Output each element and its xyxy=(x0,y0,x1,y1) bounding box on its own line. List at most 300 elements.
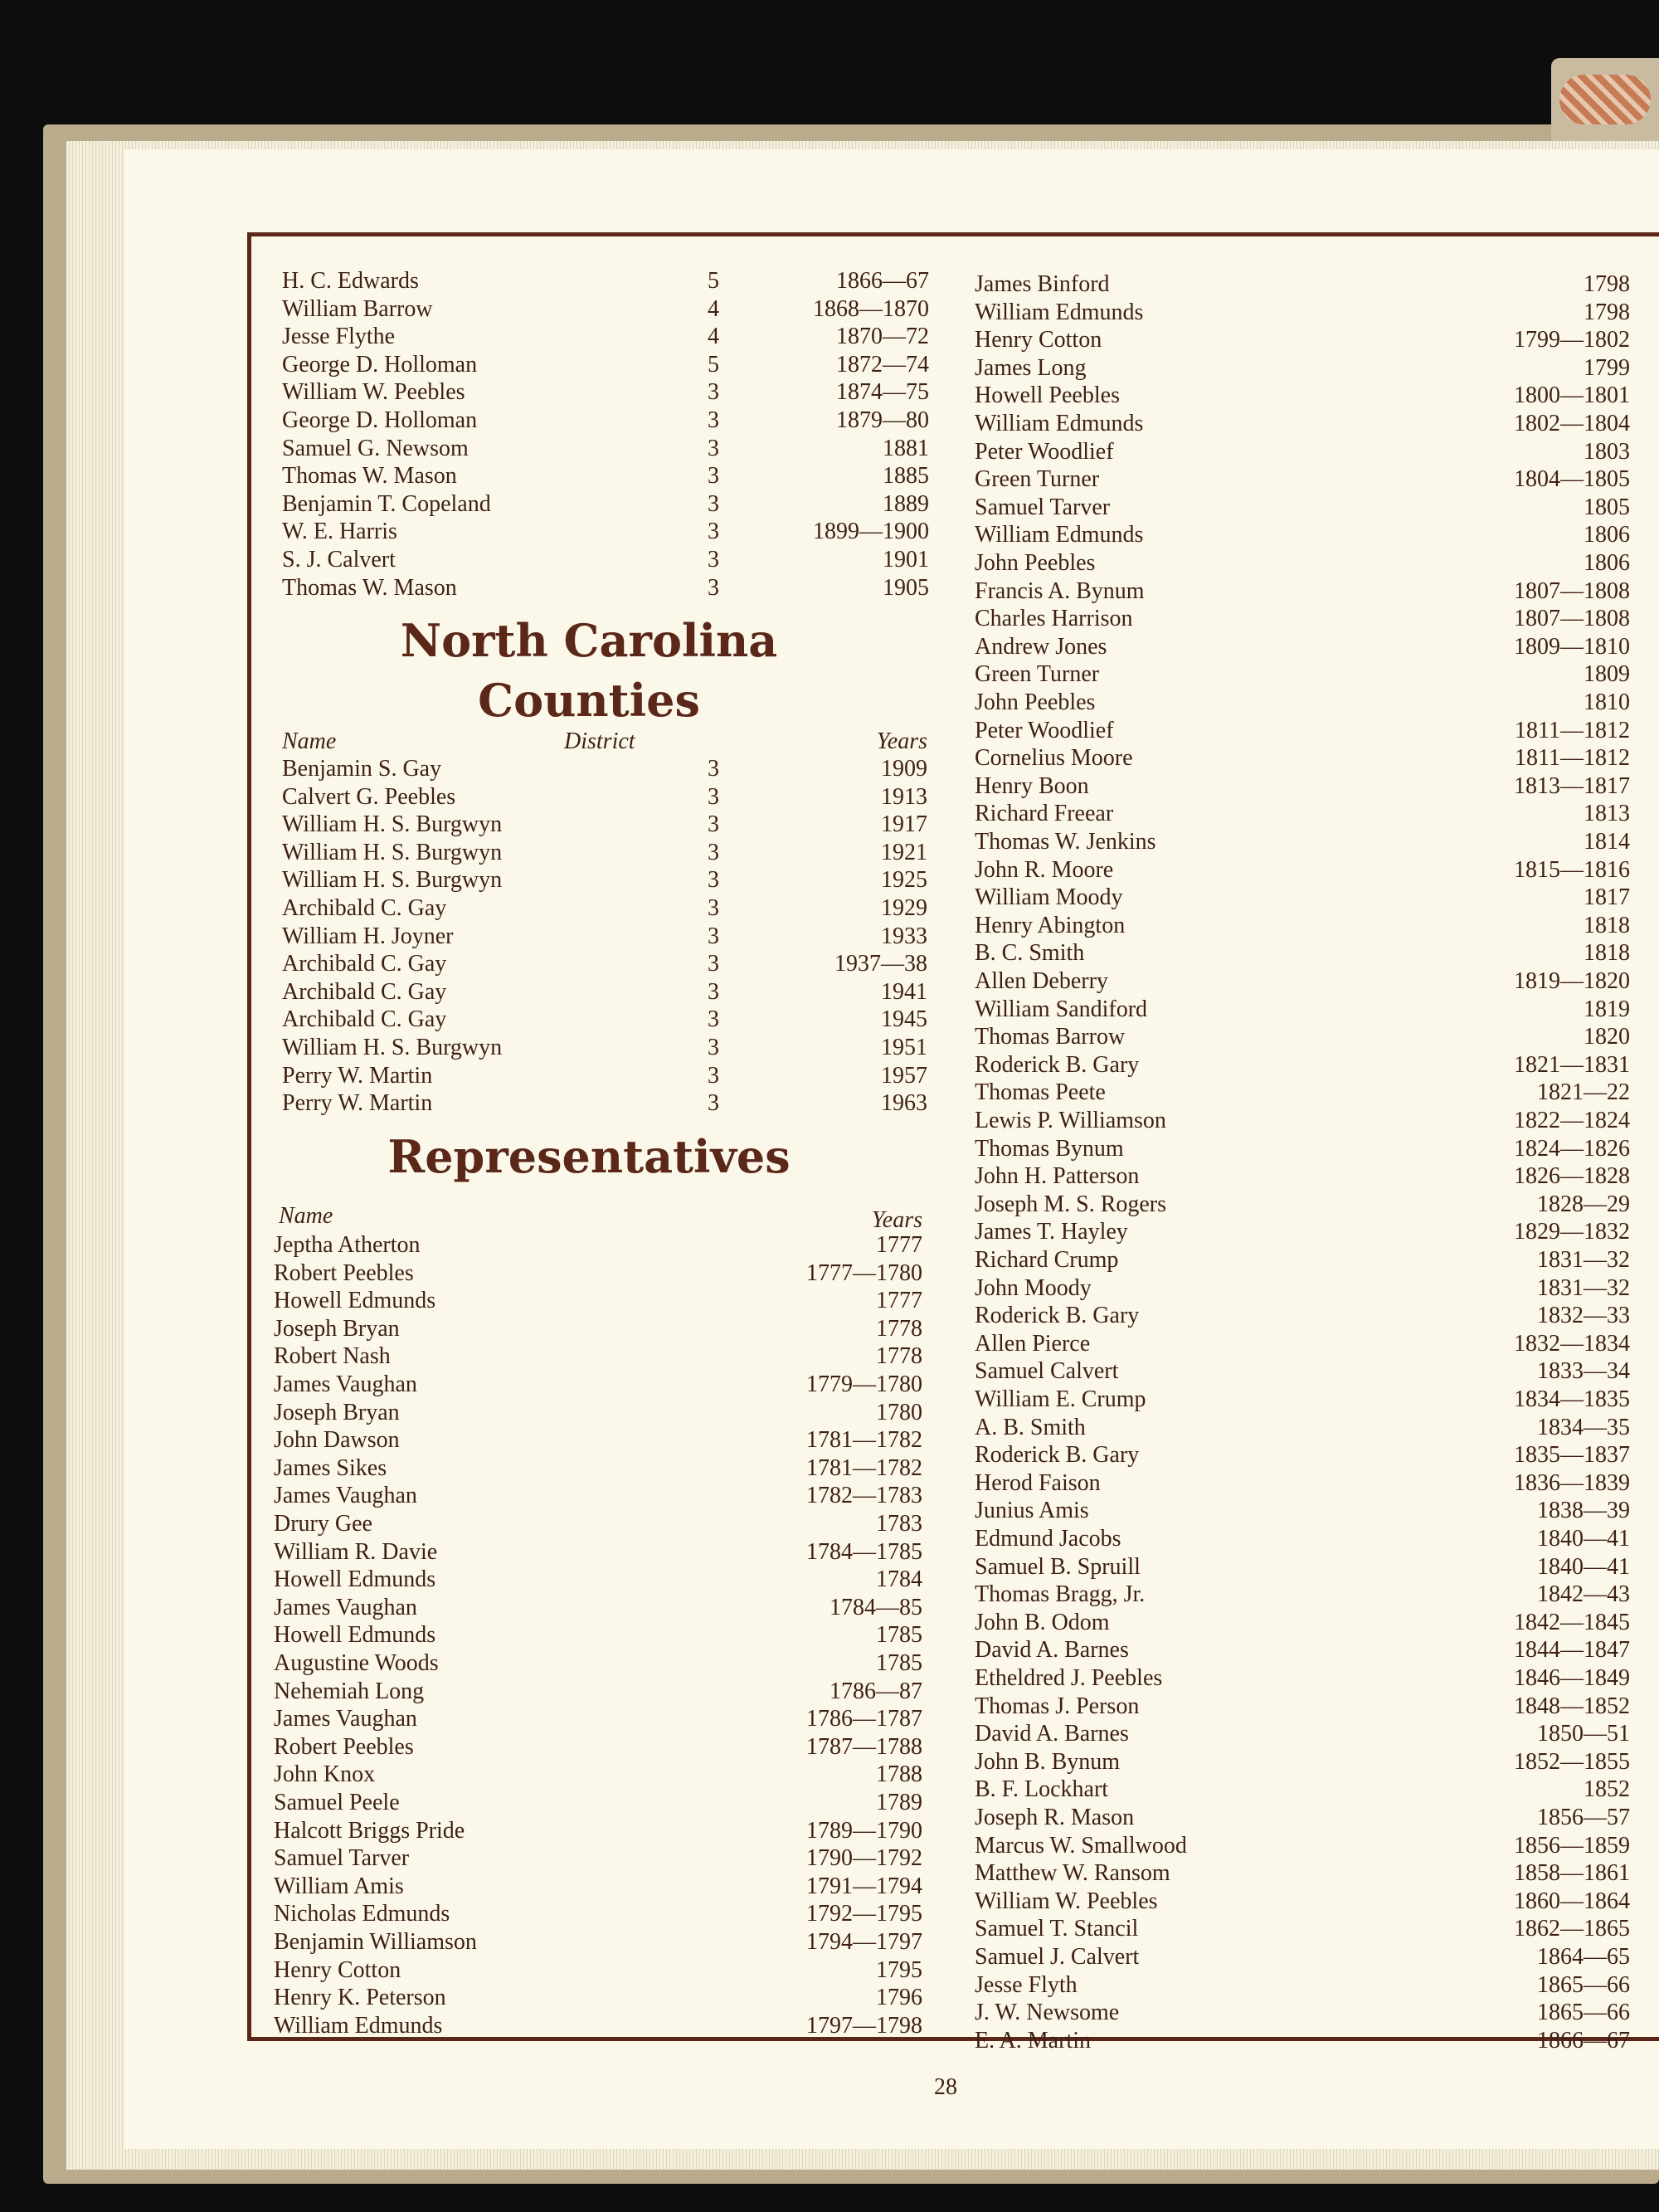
row-years: 1866—67 xyxy=(836,268,929,294)
row-years: 1797—1798 xyxy=(806,2012,922,2039)
list-row xyxy=(975,1915,1630,1943)
list-row xyxy=(282,1062,927,1090)
list-row xyxy=(975,1023,1630,1051)
list-row xyxy=(975,549,1630,577)
row-name: John R. Moore xyxy=(975,856,1114,883)
row-name: B. C. Smith xyxy=(975,940,1085,967)
nc-header-district: District xyxy=(564,728,635,754)
list-row xyxy=(274,1844,922,1873)
list-row xyxy=(282,783,927,811)
row-name: Benjamin Williamson xyxy=(274,1929,477,1955)
row-district: 3 xyxy=(708,867,719,894)
representatives-list xyxy=(274,1231,922,2040)
row-name: James Vaughan xyxy=(274,1706,417,1732)
list-row xyxy=(274,1984,922,2012)
row-years: 1804—1805 xyxy=(1514,466,1630,493)
list-row xyxy=(975,1581,1630,1609)
row-years: 1778 xyxy=(876,1315,922,1342)
row-years: 1899—1900 xyxy=(813,519,929,545)
row-years: 1832—33 xyxy=(1537,1303,1630,1329)
row-district: 3 xyxy=(708,463,719,490)
list-row xyxy=(282,462,929,490)
row-years: 1819—1820 xyxy=(1514,968,1630,994)
list-row xyxy=(975,939,1630,967)
row-years: 1840—41 xyxy=(1537,1553,1630,1580)
row-name: Allen Deberry xyxy=(975,968,1108,994)
row-years: 1784—85 xyxy=(830,1594,922,1620)
list-row xyxy=(975,1497,1630,1525)
row-years: 1786—1787 xyxy=(806,1706,922,1732)
row-name: Robert Nash xyxy=(274,1343,391,1370)
list-row xyxy=(975,800,1630,828)
row-name: William Edmunds xyxy=(975,411,1144,436)
row-years: 1820 xyxy=(1584,1024,1630,1050)
row-years: 1933 xyxy=(881,923,927,949)
row-years: 1881 xyxy=(883,435,929,461)
row-name: William H. S. Burgwyn xyxy=(282,867,503,894)
right-column-list xyxy=(975,270,1630,2054)
list-row xyxy=(274,1594,922,1622)
row-name: Green Turner xyxy=(975,661,1100,688)
row-years: 1836—1839 xyxy=(1514,1469,1630,1496)
row-name: William H. S. Burgwyn xyxy=(282,811,503,838)
row-name: Benjamin S. Gay xyxy=(282,756,442,782)
list-row xyxy=(975,354,1630,382)
row-name: Lewis P. Williamson xyxy=(975,1108,1166,1133)
list-row xyxy=(975,1162,1630,1191)
row-years: 1777 xyxy=(876,1232,922,1258)
row-years: 1868—1870 xyxy=(813,295,929,322)
list-row xyxy=(975,1664,1630,1693)
row-years: 1779—1780 xyxy=(806,1372,922,1397)
list-row xyxy=(975,1888,1630,1916)
row-years: 1885 xyxy=(883,463,929,490)
nc-counties-title-line2: Counties xyxy=(478,674,700,727)
rep-header-years: Years xyxy=(871,1207,922,1233)
list-row xyxy=(975,1943,1630,1971)
list-row xyxy=(975,521,1630,549)
row-name: Matthew W. Ransom xyxy=(975,1860,1170,1887)
row-years: 1794—1797 xyxy=(806,1929,922,1955)
row-name: Charles Harrison xyxy=(975,606,1133,632)
list-row xyxy=(975,1357,1630,1386)
row-name: Samuel J. Calvert xyxy=(975,1944,1140,1970)
row-name: Richard Crump xyxy=(975,1247,1119,1273)
row-years: 1921 xyxy=(881,839,927,865)
row-name: William Amis xyxy=(274,1873,404,1899)
list-row xyxy=(975,1441,1630,1469)
list-row xyxy=(282,267,929,295)
list-row xyxy=(274,1649,922,1678)
row-name: John B. Odom xyxy=(975,1609,1110,1635)
row-name: William Moody xyxy=(975,884,1123,911)
row-name: William Edmunds xyxy=(274,2012,443,2039)
row-name: Roderick B. Gary xyxy=(975,1442,1140,1469)
list-row xyxy=(274,1705,922,1733)
row-name: Etheldred J. Peebles xyxy=(975,1665,1163,1691)
row-name: John H. Patterson xyxy=(975,1163,1140,1190)
list-row xyxy=(975,1609,1630,1637)
list-row xyxy=(975,1107,1630,1135)
list-row xyxy=(975,326,1630,354)
row-name: Samuel B. Spruill xyxy=(975,1553,1141,1580)
row-years: 1824—1826 xyxy=(1514,1135,1630,1162)
row-years: 1785 xyxy=(876,1622,922,1649)
row-district: 3 xyxy=(708,490,719,517)
page-number: 28 xyxy=(934,2074,957,2100)
row-name: J. W. Newsome xyxy=(975,2000,1120,2026)
row-years: 1864—65 xyxy=(1537,1944,1630,1970)
list-row xyxy=(274,1371,922,1399)
list-row xyxy=(274,1900,922,1928)
row-name: Richard Freear xyxy=(975,801,1114,827)
row-name: Samuel Tarver xyxy=(975,494,1111,520)
row-years: 1945 xyxy=(881,1006,927,1033)
list-row xyxy=(274,1956,922,1985)
list-row xyxy=(282,407,929,435)
row-years: 1858—1861 xyxy=(1514,1860,1630,1887)
row-name: James Sikes xyxy=(274,1454,387,1481)
list-row xyxy=(282,1006,927,1034)
row-name: William E. Crump xyxy=(975,1386,1146,1412)
row-years: 1821—22 xyxy=(1537,1079,1630,1106)
list-row xyxy=(274,1342,922,1371)
row-years: 1852—1855 xyxy=(1514,1748,1630,1775)
row-years: 1792—1795 xyxy=(806,1901,922,1927)
row-years: 1778 xyxy=(876,1343,922,1370)
row-years: 1780 xyxy=(876,1399,922,1425)
list-row xyxy=(975,828,1630,856)
list-row xyxy=(274,1259,922,1288)
row-name: Marcus W. Smallwood xyxy=(975,1832,1187,1859)
list-row xyxy=(975,494,1630,522)
list-row xyxy=(975,270,1630,299)
row-years: 1829—1832 xyxy=(1514,1219,1630,1245)
row-years: 1874—75 xyxy=(836,379,929,406)
list-row xyxy=(274,1538,922,1566)
row-years: 1833—34 xyxy=(1537,1358,1630,1385)
row-years: 1865—66 xyxy=(1537,2000,1630,2026)
row-years: 1815—1816 xyxy=(1514,856,1630,883)
row-years: 1831—32 xyxy=(1537,1274,1630,1301)
row-years: 1810 xyxy=(1584,689,1630,715)
row-district: 3 xyxy=(708,519,719,545)
row-years: 1806 xyxy=(1584,550,1630,576)
list-row xyxy=(975,438,1630,466)
list-row xyxy=(282,435,929,463)
list-row xyxy=(975,1832,1630,1860)
row-years: 1791—1794 xyxy=(806,1873,922,1899)
row-name: Samuel T. Stancil xyxy=(975,1916,1139,1942)
row-years: 1842—43 xyxy=(1537,1581,1630,1608)
row-name: Joseph Bryan xyxy=(274,1315,400,1342)
row-years: 1788 xyxy=(876,1761,922,1788)
nc-counties-list xyxy=(282,755,927,1128)
row-name: Green Turner xyxy=(975,466,1100,493)
row-name: Drury Gee xyxy=(274,1511,372,1537)
row-years: 1848—1852 xyxy=(1514,1693,1630,1719)
row-name: Thomas Peete xyxy=(975,1079,1106,1106)
row-district: 3 xyxy=(708,895,719,921)
row-district: 5 xyxy=(708,268,719,294)
list-row xyxy=(274,1733,922,1761)
nc-header-name: Name xyxy=(282,728,337,754)
row-name: Roderick B. Gary xyxy=(975,1051,1140,1078)
list-row xyxy=(975,1776,1630,1804)
list-row xyxy=(282,978,927,1006)
top-list xyxy=(282,267,929,607)
row-district: 3 xyxy=(708,435,719,461)
row-name: Joseph M. S. Rogers xyxy=(975,1191,1167,1217)
row-years: 1865—66 xyxy=(1537,1971,1630,1998)
list-row xyxy=(975,689,1630,717)
row-name: Calvert G. Peebles xyxy=(282,783,456,810)
row-years: 1777—1780 xyxy=(806,1259,922,1286)
row-years: 1811—1812 xyxy=(1515,717,1630,743)
row-name: James Vaughan xyxy=(274,1372,417,1397)
list-row xyxy=(975,382,1630,410)
list-row xyxy=(975,856,1630,884)
row-name: Thomas J. Person xyxy=(975,1693,1140,1719)
row-years: 1879—80 xyxy=(836,407,929,433)
row-years: 1807—1808 xyxy=(1514,577,1630,604)
list-row xyxy=(975,1386,1630,1414)
row-name: B. F. Lockhart xyxy=(975,1776,1109,1803)
row-years: 1785 xyxy=(876,1650,922,1676)
list-row xyxy=(282,866,927,894)
list-row xyxy=(975,2027,1630,2055)
row-district: 3 xyxy=(708,756,719,782)
row-years: 1901 xyxy=(883,547,929,572)
list-row xyxy=(975,1748,1630,1776)
row-name: Samuel Tarver xyxy=(274,1845,410,1872)
row-years: 1925 xyxy=(881,867,927,894)
row-years: 1787—1788 xyxy=(806,1733,922,1760)
list-row xyxy=(975,1302,1630,1330)
list-row xyxy=(975,1804,1630,1832)
row-years: 1813—1817 xyxy=(1514,772,1630,799)
row-years: 1795 xyxy=(876,1956,922,1983)
row-name: Andrew Jones xyxy=(975,633,1107,660)
row-name: Thomas Bynum xyxy=(975,1135,1124,1162)
list-row xyxy=(975,1859,1630,1888)
list-row xyxy=(274,1873,922,1901)
row-name: Thomas W. Jenkins xyxy=(975,829,1156,855)
list-row xyxy=(282,490,929,519)
row-years: 1909 xyxy=(881,756,927,782)
row-years: 1929 xyxy=(881,895,927,921)
list-row xyxy=(975,605,1630,633)
row-years: 1799—1802 xyxy=(1514,327,1630,353)
row-name: Edmund Jacobs xyxy=(975,1526,1121,1552)
row-name: David A. Barnes xyxy=(975,1637,1129,1664)
list-row xyxy=(975,1414,1630,1442)
row-name: A. B. Smith xyxy=(975,1414,1086,1440)
list-row xyxy=(975,1469,1630,1498)
list-row xyxy=(274,1621,922,1649)
row-years: 1799 xyxy=(1584,354,1630,381)
list-row xyxy=(274,1761,922,1789)
row-name: Archibald C. Gay xyxy=(282,978,447,1005)
row-years: 1796 xyxy=(876,1985,922,2011)
row-years: 1822—1824 xyxy=(1514,1108,1630,1133)
row-name: Thomas W. Mason xyxy=(282,574,457,601)
row-district: 3 xyxy=(708,1062,719,1089)
row-name: Samuel G. Newsom xyxy=(282,435,469,461)
row-district: 3 xyxy=(708,951,719,977)
row-name: H. C. Edwards xyxy=(282,268,419,294)
list-row xyxy=(274,1678,922,1706)
row-name: James T. Hayley xyxy=(975,1219,1128,1245)
row-name: William Barrow xyxy=(282,295,433,322)
row-district: 3 xyxy=(708,547,719,572)
row-years: 1860—1864 xyxy=(1514,1888,1630,1914)
list-row xyxy=(975,660,1630,689)
list-row xyxy=(282,546,929,574)
row-name: Howell Peebles xyxy=(975,382,1120,409)
row-years: 1831—32 xyxy=(1537,1247,1630,1273)
list-row xyxy=(975,1525,1630,1553)
list-row xyxy=(975,884,1630,912)
row-name: William W. Peebles xyxy=(282,379,465,406)
row-name: Perry W. Martin xyxy=(282,1062,433,1089)
row-name: Robert Peebles xyxy=(274,1733,414,1760)
list-row xyxy=(975,1079,1630,1107)
row-years: 1842—1845 xyxy=(1514,1609,1630,1635)
list-row xyxy=(274,1231,922,1259)
row-name: Roderick B. Gary xyxy=(975,1303,1140,1329)
row-years: 1840—41 xyxy=(1537,1526,1630,1552)
row-years: 1814 xyxy=(1584,829,1630,855)
list-row xyxy=(274,1287,922,1315)
row-years: 1957 xyxy=(881,1062,927,1089)
list-row xyxy=(282,894,927,923)
list-row xyxy=(282,923,927,951)
row-name: Herod Faison xyxy=(975,1469,1101,1496)
row-years: 1828—29 xyxy=(1537,1191,1630,1217)
list-row xyxy=(274,1566,922,1594)
row-years: 1789 xyxy=(876,1790,922,1815)
row-name: W. E. Harris xyxy=(282,519,397,545)
list-row xyxy=(274,1315,922,1343)
list-row xyxy=(282,351,929,379)
list-row xyxy=(975,1720,1630,1748)
row-name: Archibald C. Gay xyxy=(282,895,447,921)
row-years: 1905 xyxy=(883,574,929,601)
row-name: Peter Woodlief xyxy=(975,438,1114,465)
list-row xyxy=(975,1330,1630,1358)
row-name: James Long xyxy=(975,354,1087,381)
row-name: John Knox xyxy=(274,1761,376,1788)
nc-counties-title-line1: North Carolina xyxy=(400,614,778,667)
list-row xyxy=(282,755,927,783)
row-years: 1782—1783 xyxy=(806,1483,922,1509)
row-years: 1786—87 xyxy=(830,1678,922,1704)
list-row xyxy=(975,299,1630,327)
row-name: Howell Edmunds xyxy=(274,1566,436,1593)
row-years: 1917 xyxy=(881,811,927,838)
row-years: 1832—1834 xyxy=(1514,1330,1630,1357)
row-name: Benjamin T. Copeland xyxy=(282,490,491,517)
row-name: James Vaughan xyxy=(274,1594,417,1620)
row-name: William H. S. Burgwyn xyxy=(282,839,503,865)
list-row xyxy=(975,1693,1630,1721)
list-row xyxy=(274,1426,922,1454)
row-name: Jesse Flythe xyxy=(282,324,396,350)
row-years: 1798 xyxy=(1584,271,1630,297)
row-name: George D. Holloman xyxy=(282,407,478,433)
row-name: Augustine Woods xyxy=(274,1650,439,1676)
row-years: 1818 xyxy=(1584,940,1630,967)
row-name: Thomas W. Mason xyxy=(282,463,457,490)
row-years: 1803 xyxy=(1584,438,1630,465)
row-name: Henry Cotton xyxy=(274,1956,401,1983)
row-district: 3 xyxy=(708,574,719,601)
row-district: 3 xyxy=(708,407,719,433)
row-years: 1784 xyxy=(876,1566,922,1593)
row-years: 1807—1808 xyxy=(1514,606,1630,632)
row-district: 3 xyxy=(708,811,719,838)
row-years: 1821—1831 xyxy=(1514,1051,1630,1078)
row-name: William W. Peebles xyxy=(975,1888,1158,1914)
row-years: 1838—39 xyxy=(1537,1498,1630,1524)
representatives-title: Representatives xyxy=(387,1130,791,1183)
row-name: John Moody xyxy=(975,1274,1092,1301)
list-row xyxy=(274,1817,922,1845)
row-name: Henry Abington xyxy=(975,912,1126,938)
bookmark-ribbon xyxy=(1559,75,1651,124)
row-name: Nicholas Edmunds xyxy=(274,1901,450,1927)
row-years: 1834—35 xyxy=(1537,1414,1630,1440)
list-row xyxy=(274,1399,922,1427)
row-name: Samuel Calvert xyxy=(975,1358,1119,1385)
row-years: 1781—1782 xyxy=(806,1454,922,1481)
row-district: 4 xyxy=(708,324,719,350)
row-name: John B. Bynum xyxy=(975,1748,1121,1775)
row-years: 1856—1859 xyxy=(1514,1832,1630,1859)
row-district: 3 xyxy=(708,1006,719,1033)
row-name: Robert Peebles xyxy=(274,1259,414,1286)
row-name: Nehemiah Long xyxy=(274,1678,425,1704)
row-years: 1789—1790 xyxy=(806,1817,922,1844)
row-name: William H. Joyner xyxy=(282,923,454,949)
row-years: 1862—1865 xyxy=(1514,1916,1630,1942)
row-name: Henry K. Peterson xyxy=(274,1985,446,2011)
list-row xyxy=(975,1051,1630,1079)
row-years: 1809—1810 xyxy=(1514,633,1630,660)
row-years: 1817 xyxy=(1584,884,1630,911)
list-row xyxy=(975,744,1630,772)
row-years: 1818 xyxy=(1584,912,1630,938)
row-years: 1872—74 xyxy=(836,351,929,378)
row-years: 1941 xyxy=(881,978,927,1005)
list-row xyxy=(975,577,1630,606)
list-row xyxy=(975,1274,1630,1303)
row-district: 5 xyxy=(708,351,719,378)
row-name: Allen Pierce xyxy=(975,1330,1091,1357)
row-name: Archibald C. Gay xyxy=(282,951,447,977)
row-district: 3 xyxy=(708,839,719,865)
row-years: 1835—1837 xyxy=(1514,1442,1630,1469)
row-years: 1777 xyxy=(876,1288,922,1314)
list-row xyxy=(274,1454,922,1483)
list-row xyxy=(282,1034,927,1062)
row-name: William R. Davie xyxy=(274,1538,438,1565)
list-row xyxy=(975,717,1630,745)
row-name: S. J. Calvert xyxy=(282,547,396,572)
row-years: 1852 xyxy=(1584,1776,1630,1803)
list-row xyxy=(282,518,929,546)
